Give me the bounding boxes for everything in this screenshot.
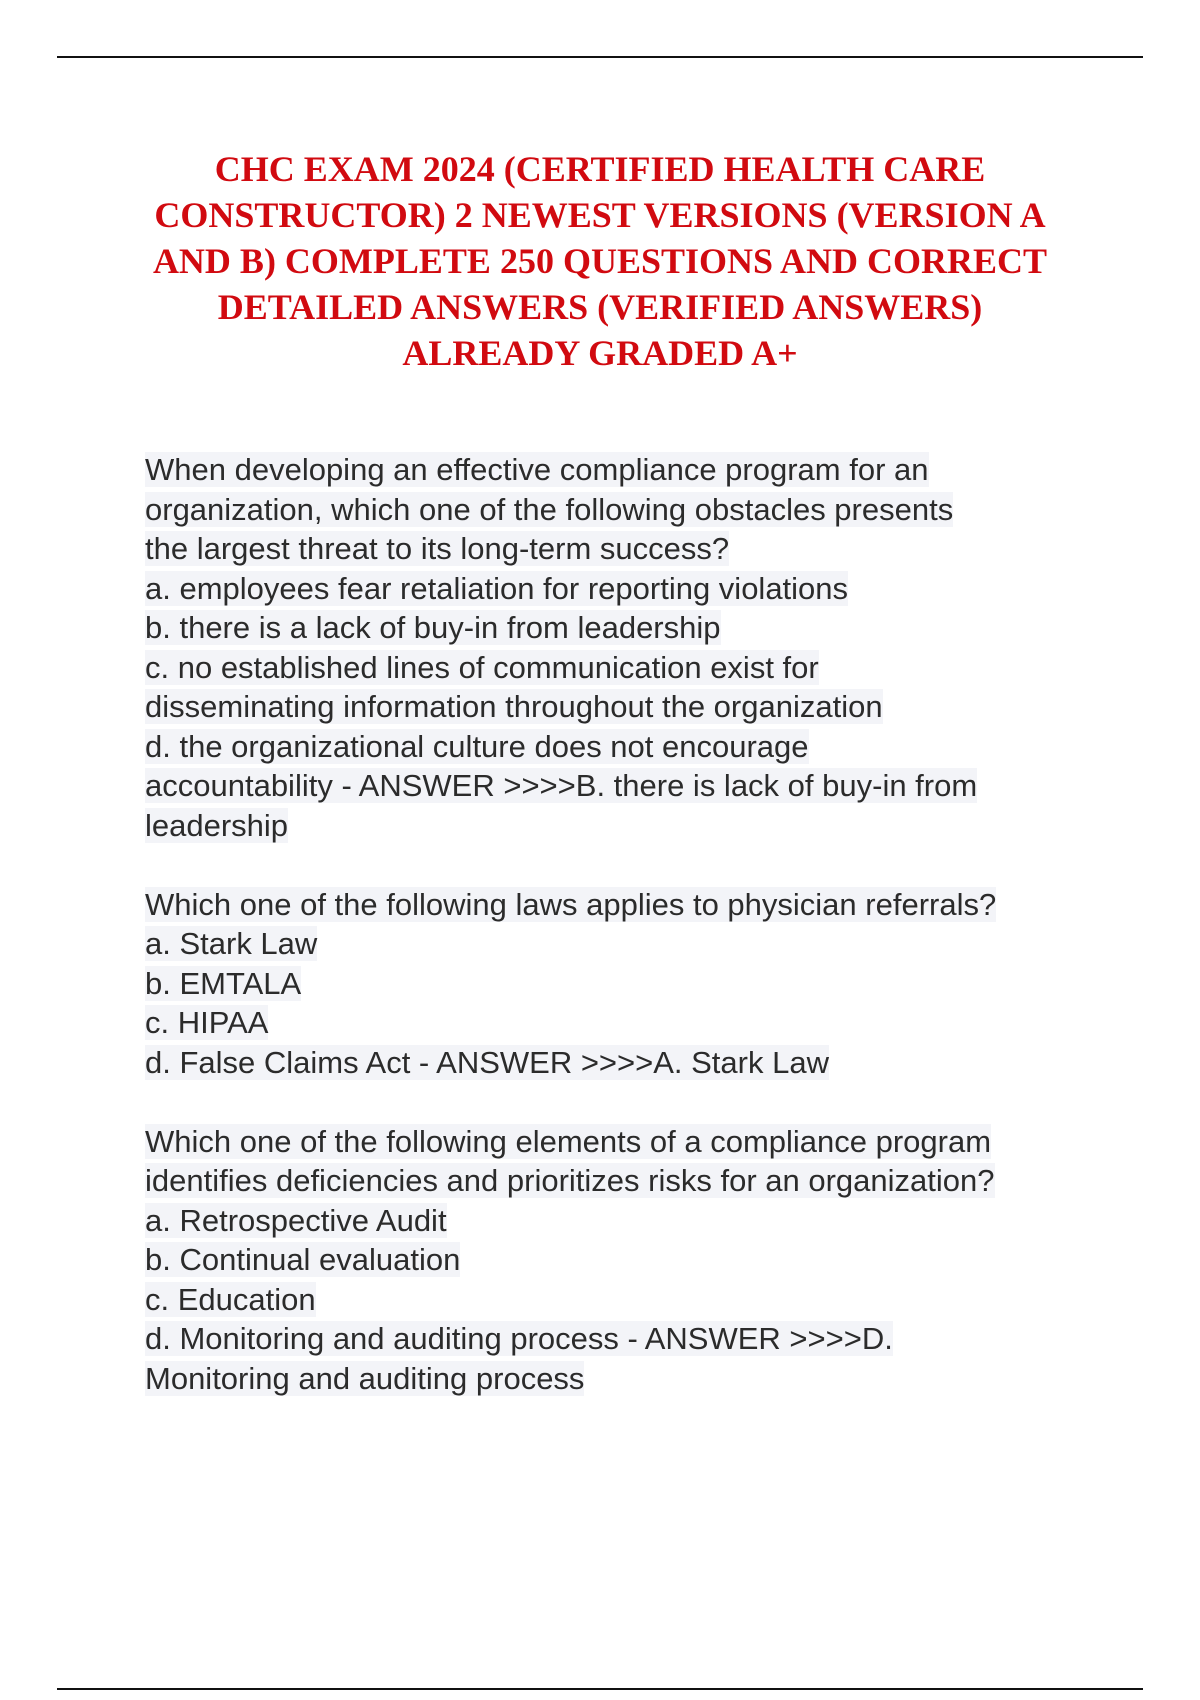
document-title <box>110 146 1090 376</box>
correct-answer: Monitoring and auditing process <box>145 1360 585 1396</box>
answer-option: a. employees fear retaliation for reporting violations <box>145 570 849 606</box>
answer-option: c. Education <box>145 1281 316 1317</box>
correct-answer: d. Monitoring and auditing process - ANSWER >>>>D. <box>145 1321 893 1356</box>
question-1 <box>145 450 1145 845</box>
question-text-line: Which one of the following elements of a compliance program <box>145 1123 992 1159</box>
title-line: CONSTRUCTOR) 2 NEWEST VERSIONS (VERSION A <box>154 195 1046 235</box>
question-list <box>145 450 1145 1438</box>
question-text-line: identifies deficiencies and prioritizes risks for an organization? <box>145 1163 995 1198</box>
answer-option: c. HIPAA <box>145 1005 269 1040</box>
correct-answer: accountability - ANSWER >>>>B. there is lack of buy-in from <box>145 768 978 803</box>
title-line: CHC EXAM 2024 (CERTIFIED HEALTH CARE <box>214 149 986 189</box>
question-text-line: organization, which one of the following obstacles presents <box>145 491 954 527</box>
title-line: DETAILED ANSWERS (VERIFIED ANSWERS) <box>217 287 983 327</box>
question-text-line: Which one of the following laws applies to physician referrals? <box>145 886 997 922</box>
bottom-divider <box>57 1688 1143 1690</box>
answer-option: b. Continual evaluation <box>145 1242 461 1277</box>
question-3 <box>145 1122 1145 1399</box>
question-text-line: When developing an effective compliance program for an <box>145 452 929 487</box>
correct-answer: d. False Claims Act - ANSWER >>>>A. Stark Law <box>145 1044 829 1080</box>
answer-option: a. Retrospective Audit <box>145 1202 447 1238</box>
correct-answer: leadership <box>145 807 289 843</box>
answer-option: d. the organizational culture does not encourage <box>145 728 809 764</box>
title-line: ALREADY GRADED A+ <box>402 333 798 373</box>
title-line: AND B) COMPLETE 250 QUESTIONS AND CORRECT <box>152 241 1048 281</box>
answer-option: c. no established lines of communication exist for <box>145 649 819 685</box>
question-text-line: the largest threat to its long-term success? <box>145 531 730 566</box>
answer-option: disseminating information throughout the organization <box>145 689 883 724</box>
answer-option: b. EMTALA <box>145 965 302 1001</box>
answer-option: a. Stark Law <box>145 926 318 961</box>
question-2 <box>145 885 1145 1083</box>
top-divider <box>57 56 1143 58</box>
answer-option: b. there is a lack of buy-in from leadership <box>145 610 721 645</box>
